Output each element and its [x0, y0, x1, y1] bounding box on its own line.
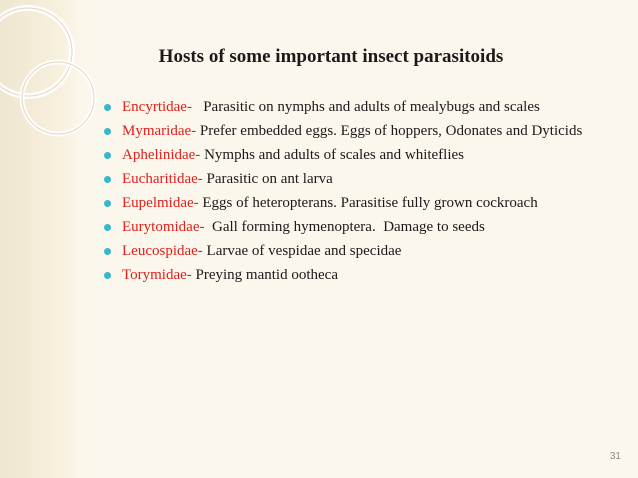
- list-item: [100, 145, 617, 166]
- family-description: Nymphs and adults of scales and whiteflies: [200, 147, 465, 163]
- list-item: [100, 121, 617, 142]
- family-description: Gall forming hymenoptera. Damage to seeds: [204, 219, 485, 235]
- family-name: Eurytomidae-: [122, 219, 205, 235]
- family-description: Larvae of vespidae and specidae: [202, 243, 402, 259]
- family-description: Preying mantid ootheca: [191, 267, 338, 283]
- slide-title: Hosts of some important insect parasitoids: [158, 46, 504, 67]
- family-name: Eupelmidae-: [122, 195, 199, 211]
- bullet-icon: [104, 248, 111, 255]
- bullet-icon: [104, 200, 111, 207]
- family-name: Torymidae-: [122, 267, 192, 283]
- bullet-icon: [104, 272, 111, 279]
- decorative-side-band: [0, 0, 84, 478]
- bullet-icon: [104, 104, 111, 111]
- list-item: [100, 193, 617, 214]
- list-item: [100, 169, 617, 190]
- family-description: Parasitic on ant larva: [202, 171, 333, 187]
- family-name: Aphelinidae-: [122, 147, 201, 163]
- bullet-icon: [104, 128, 111, 135]
- family-name: Mymaridae-: [122, 123, 197, 139]
- page-number: 31: [609, 451, 621, 462]
- list-item: [100, 265, 617, 286]
- list-item: [100, 217, 617, 238]
- list-item: [100, 241, 617, 262]
- bullet-icon: [104, 224, 111, 231]
- parasitoid-list: [100, 97, 617, 289]
- family-name: Eucharitidae-: [122, 171, 203, 187]
- list-item: [100, 97, 617, 118]
- family-name: Leucospidae-: [122, 243, 203, 259]
- bullet-icon: [104, 176, 111, 183]
- family-name: Encyrtidae-: [122, 99, 192, 115]
- bullet-icon: [104, 152, 111, 159]
- family-description: Eggs of heteropterans. Parasitise fully grown cockroach: [198, 195, 538, 211]
- family-description: Prefer embedded eggs. Eggs of hoppers, Odonates and Dyticids: [196, 123, 583, 139]
- family-description: Parasitic on nymphs and adults of mealybugs and scales: [191, 99, 540, 115]
